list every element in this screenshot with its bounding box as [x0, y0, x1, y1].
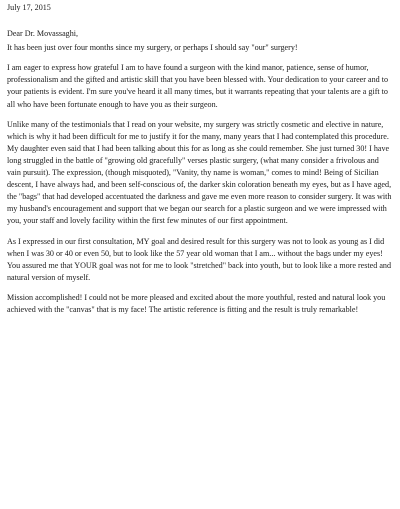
paragraph-goals: As I expressed in our first consultation, MY goal and desired result for this surgery was not to look as young as I did when I was 30 or 40 or even 50, but to look like the 57 year old woman that I am... without the bags under my eyes! You assured me that YOUR goal was not for me to look "stretched" back into youth, but to look like a more rested and natural version of myself.	[7, 236, 392, 282]
paragraph-result: Mission accomplished! I could not be more pleased and excited about the more youthful, rested and natural look you achieved with the "canvas" that is my face! The artistic reference is fitting and the result is truly remarkable!	[7, 292, 386, 314]
letter-date: July 17, 2015	[7, 3, 51, 12]
paragraph-background: Unlike many of the testimonials that I read on your website, my surgery was strictly cosmetic and elective in nature, which is why it had been difficult for me to justify it for the many, many years that I had contemplated this procedure. My daughter even said that I had been talking about this for as long as she could remember. She just turned 30! I have long struggled in the battle of "growing old gracefully" verses plastic surgery, (what many consider a frivolous and vain pursuit). The expression, (though misquoted), "Vanity, thy name is woman," comes to mind! Being of Sicilian descent, I have always had, and been self-conscious of, the darker skin coloration beneath my eyes, but as I have aged, the "bags" that had developed accentuated the darkness and gave me even more reason to consider surgery. It was with my husband's encouragement and support that we began our search for a plastic surgeon and we were impressed with you, your staff and lovely facility within the first few minutes of our first appointment.	[7, 119, 392, 226]
paragraph-gratitude: I am eager to express how grateful I am to have found a surgeon with the kind manor, patience, sense of humor, professionalism and the gifted and artistic skill that you have been blessed with. Your dedication to your career and to your patients is evident. I'm sure you've heard it all many times, but it warrants repeating that your talents are a gift to all who have been fortunate enough to have you as their surgeon.	[7, 63, 388, 109]
letter-salutation: Dear Dr. Movassaghi,	[7, 29, 79, 39]
paragraph-opening: It has been just over four months since my surgery, or perhaps I should say "our" surgery!	[7, 43, 298, 53]
